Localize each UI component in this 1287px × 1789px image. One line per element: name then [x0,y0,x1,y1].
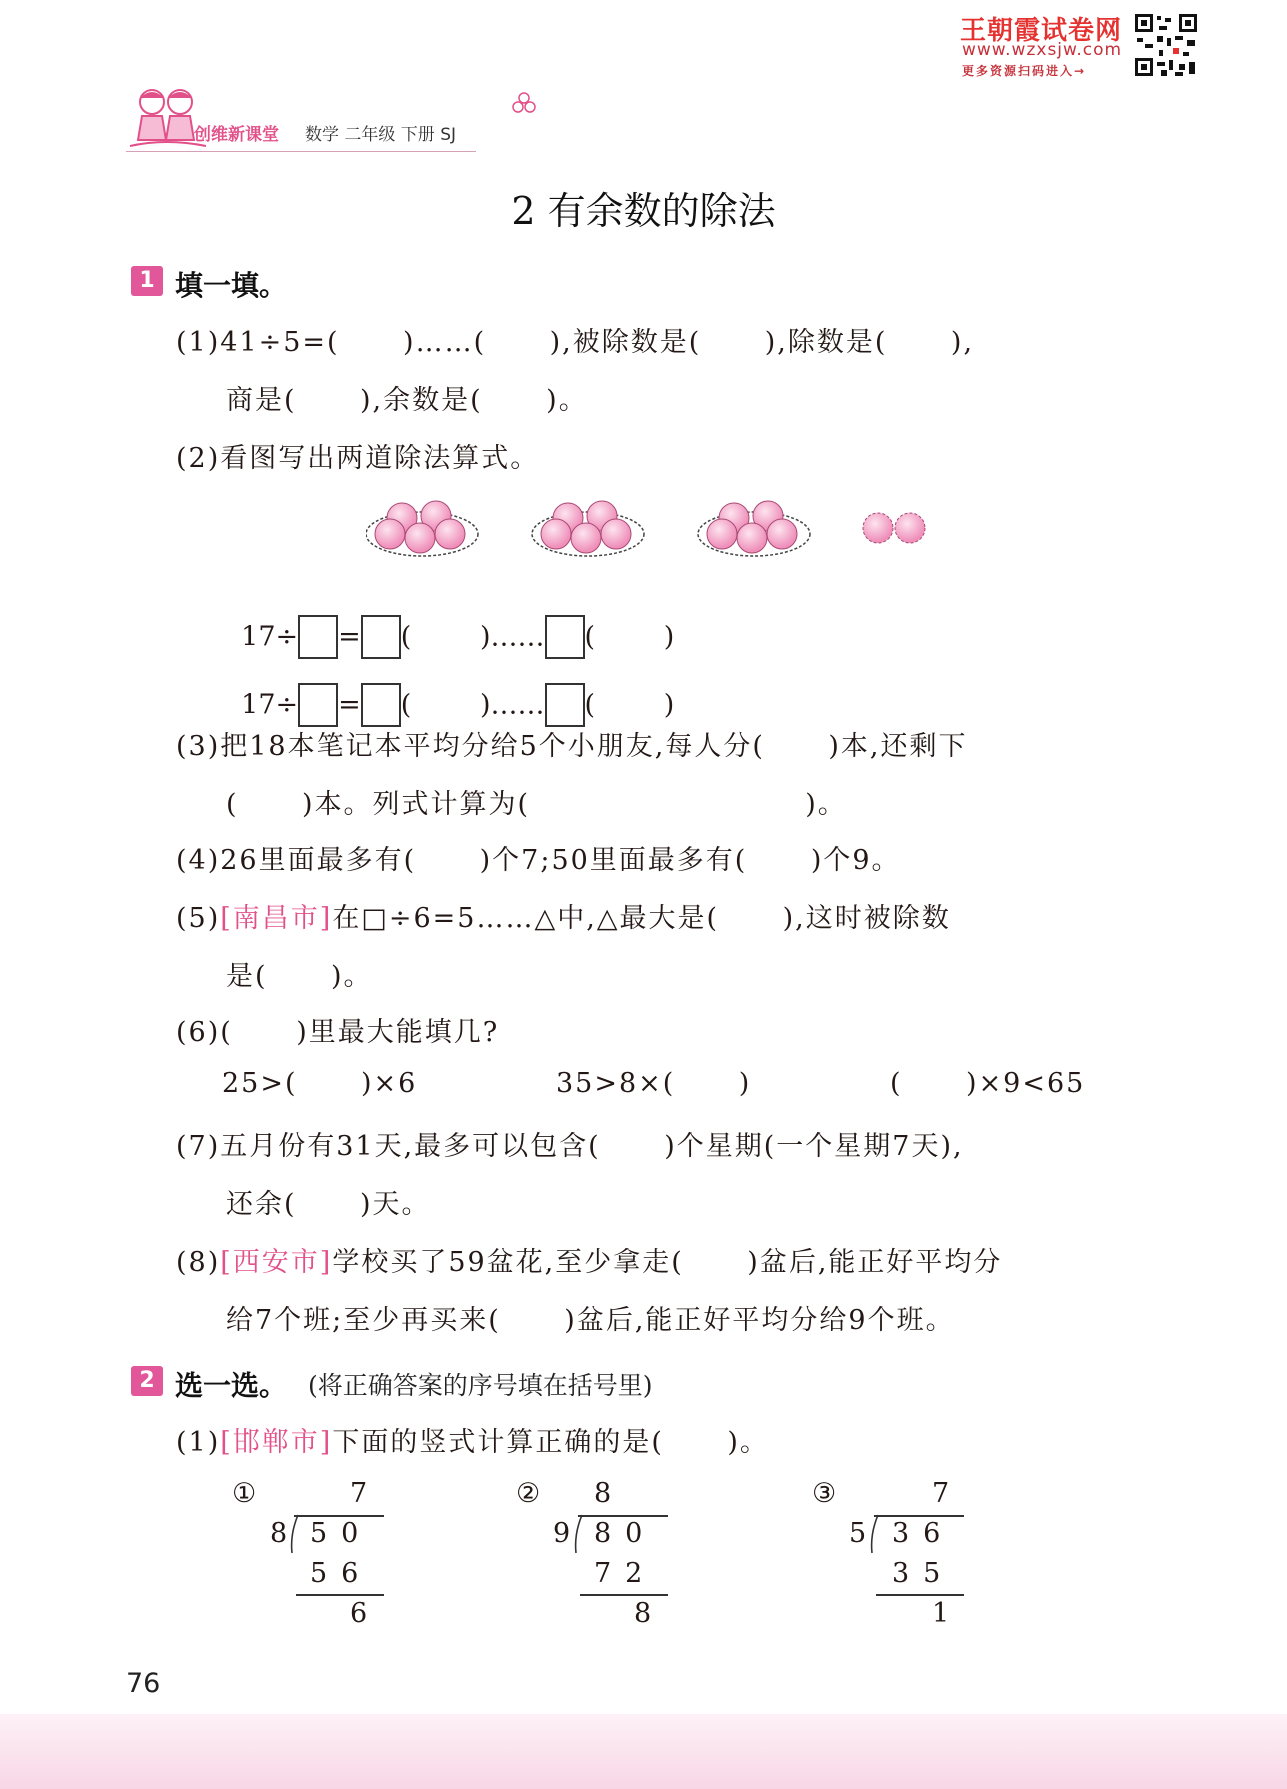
option-number: ① [232,1478,257,1509]
dividend: 50 [310,1518,373,1549]
ellipsis: …… [490,621,545,653]
question-8-line-1 [176,1240,1002,1279]
question-8-line-2: 给7个班;至少再买来( )盆后,能正好平均分给9个班。 [226,1305,955,1336]
remainder: 6 [350,1598,382,1629]
question-3-line-2: ( )本。列式计算为( )。 [226,789,847,820]
option-number: ② [516,1478,541,1509]
quotient: 8 [594,1478,626,1509]
answer-box[interactable] [545,683,585,727]
region-tag: [邯郸市] [220,1427,333,1458]
quotient: 7 [932,1478,964,1509]
brand-url[interactable]: www.wzxsjw.com [962,40,1123,60]
peach-plate [698,501,810,556]
product: 35 [892,1558,955,1589]
flower-icon [512,92,536,116]
brand-title: 王朝霞试卷网 [960,16,1123,46]
question-number: (1) [176,1427,221,1458]
equation-prefix: 17÷ [241,689,299,721]
page-number: 76 [126,1668,161,1699]
region-tag: [西安市] [220,1247,333,1278]
loose-peaches [863,513,925,543]
question-7-line-2: 还余( )天。 [226,1189,431,1220]
question-7-line-1: (7)五月份有31天,最多可以包含( )个星期(一个星期7天), [176,1131,964,1162]
product: 72 [594,1558,657,1589]
question-text: 学校买了59盆花,至少拿走( )盆后,能正好平均分 [332,1247,1003,1278]
question-2-1 [176,1420,769,1459]
division-bracket-icon [288,1514,300,1554]
dividend: 80 [594,1518,657,1549]
answer-box[interactable] [361,683,401,727]
divisor: 9 [553,1518,585,1549]
equation-prefix: 17÷ [241,621,299,653]
option-number: ③ [812,1478,837,1509]
unit-blank[interactable]: ( ) [400,689,491,721]
footer-band [0,1714,1287,1789]
page-title: 2 有余数的除法 [511,189,776,233]
question-number: (5) [176,903,221,934]
series-name: 创维新课堂 [194,125,279,145]
question-5-line-1 [176,896,951,935]
dividend: 36 [892,1518,955,1549]
section-title: 选一选。 [175,1369,288,1402]
subtraction-line [876,1594,964,1596]
section-title: 填一填。 [175,269,288,302]
question-text: 在□÷6=5……△中,△最大是( ),这时被除数 [332,903,951,934]
section-note: (将正确答案的序号填在括号里) [308,1371,653,1400]
unit-blank[interactable]: ( ) [584,621,675,653]
quotient: 7 [350,1478,382,1509]
remainder: 8 [634,1598,666,1629]
question-2: (2)看图写出两道除法算式。 [176,443,540,474]
question-4: (4)26里面最多有( )个7;50里面最多有( )个9。 [176,845,901,876]
divisor: 8 [270,1518,302,1549]
unit-blank[interactable]: ( ) [584,689,675,721]
ellipsis: …… [490,689,545,721]
question-1-line-2: 商是( ),余数是( )。 [226,385,588,416]
question-text: 下面的竖式计算正确的是( )。 [332,1427,769,1458]
answer-box[interactable] [298,683,338,727]
peach-plate [532,501,644,556]
division-bracket-icon [572,1514,584,1554]
question-6-a: 25>( )×6 [222,1068,418,1099]
question-3-line-1: (3)把18本笔记本平均分给5个小朋友,每人分( )本,还剩下 [176,731,968,762]
equals-sign: = [338,689,361,721]
section-badge: 2 [131,1366,163,1396]
question-6-b: 35>8×( ) [556,1068,752,1099]
question-number: (8) [176,1247,221,1278]
division-bar [294,1515,384,1517]
qr-code-icon[interactable] [1133,12,1199,78]
peach-plate [366,501,478,556]
division-bracket-icon [868,1514,880,1554]
book-info: 数学 二年级 下册 SJ [305,125,457,145]
equals-sign: = [338,621,361,653]
unit-blank[interactable]: ( ) [400,621,491,653]
region-tag: [南昌市] [220,903,333,934]
question-5-line-2: 是( )。 [226,961,373,992]
section-badge: 1 [131,266,163,296]
question-6-c: ( )×9<65 [890,1068,1086,1099]
question-1-line-1: (1)41÷5=( )……( ),被除数是( ),除数是( ), [176,327,975,358]
division-bar [874,1515,964,1517]
divisor: 5 [849,1518,881,1549]
peach-plates-illustration [366,488,946,560]
brand-subtitle: 更多资源扫码进入→ [962,64,1087,78]
equation-row-2 [224,652,674,727]
subtraction-line [580,1594,668,1596]
product: 56 [310,1558,373,1589]
header-divider [126,151,476,152]
division-bar [578,1515,668,1517]
question-6: (6)( )里最大能填几? [176,1017,500,1048]
remainder: 1 [932,1598,964,1629]
equation-row-1 [224,584,674,659]
subtraction-line [296,1594,384,1596]
